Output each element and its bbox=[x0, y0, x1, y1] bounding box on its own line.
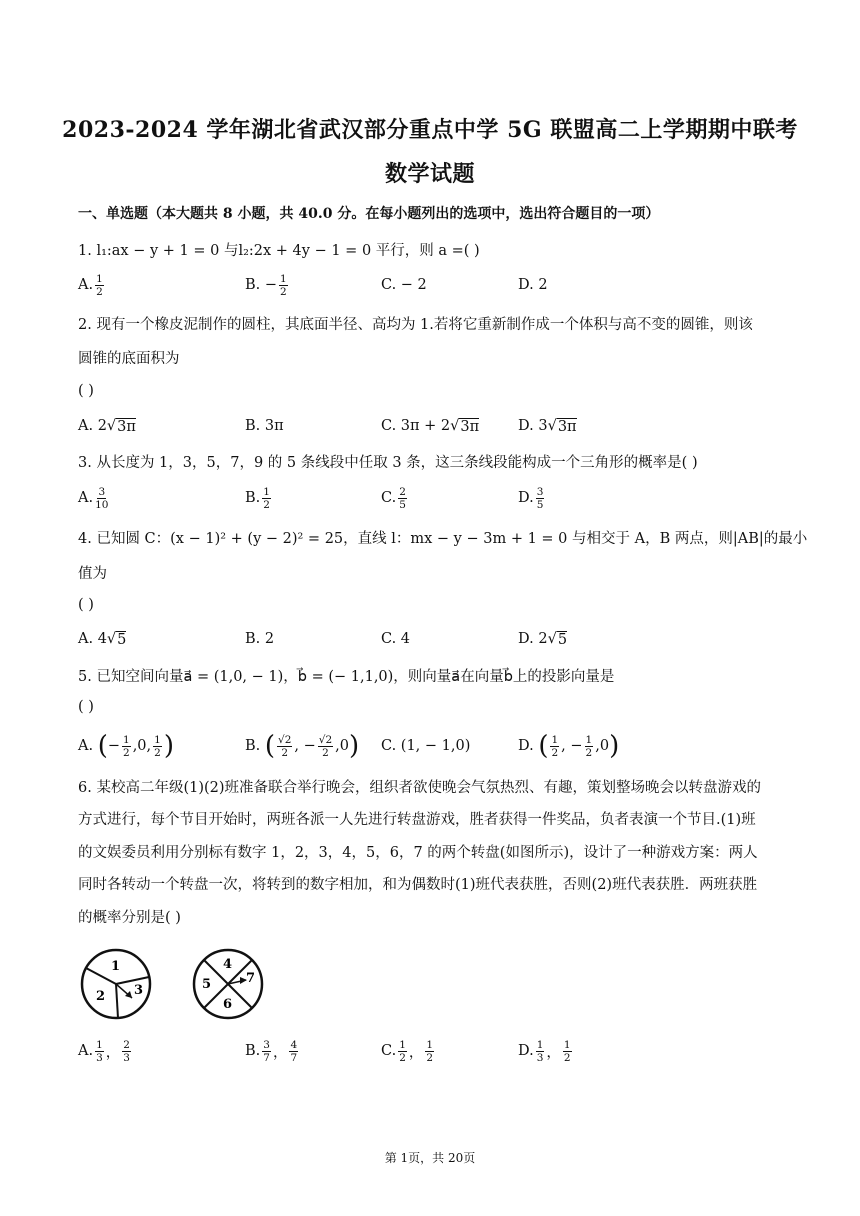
fraction: $\frac{√2}{2}$ bbox=[278, 733, 292, 759]
option-a[interactable]: A. $\frac{1}{2}$ bbox=[78, 272, 103, 298]
fraction: $\frac{1}{2}$ bbox=[585, 733, 593, 759]
fraction: $\frac{1}{2}$ bbox=[426, 1038, 434, 1064]
wheel-1-label: 3 bbox=[134, 983, 144, 998]
fraction: $\frac{1}{2}$ bbox=[263, 485, 270, 511]
question-4-stem-line2: 值为 bbox=[78, 566, 107, 582]
option-c[interactable]: C. $\frac{1}{2}$ ， $\frac{1}{2}$ bbox=[381, 1038, 434, 1064]
wheel-1-label: 1 bbox=[111, 959, 121, 974]
spinner-wheels-figure bbox=[78, 946, 278, 1026]
wheel-2-label: 4 bbox=[223, 957, 233, 972]
fraction: $\frac{1}{3}$ bbox=[536, 1038, 544, 1064]
question-6-stem-line3: 的文娱委员利用分别标有数字 1，2，3，4，5，6，7 的两个转盘(如图所示)，设计了一种游戏方案：两人 bbox=[78, 845, 758, 861]
fraction: $\frac{1}{2}$ bbox=[399, 1038, 406, 1064]
fraction: $\frac{3}{5}$ bbox=[536, 485, 544, 511]
fraction: $\frac{3}{7}$ bbox=[263, 1038, 270, 1064]
option-c[interactable]: C. − 2 bbox=[381, 277, 427, 293]
fraction: $\frac{1}{3}$ bbox=[96, 1038, 103, 1064]
fraction: $\frac{1}{2}$ bbox=[551, 733, 559, 759]
option-c[interactable]: C. 4 bbox=[381, 631, 411, 647]
fraction: $\frac{2}{3}$ bbox=[123, 1038, 130, 1064]
question-6-stem-line2: 方式进行，每个节目开始时，两班各派一人先进行转盘游戏，胜者获得一件奖品，负者表演一个节目.(1)班 bbox=[78, 812, 756, 828]
question-6-stem-line5: 的概率分别是( ) bbox=[78, 910, 181, 926]
question-3-stem: 3. 从长度为 1，3，5，7，9 的 5 条线段中任取 3 条，这三条线段能构成一个三角形的概率是( ) bbox=[78, 455, 698, 471]
option-b[interactable]: B. − $\frac{1}{2}$ bbox=[245, 272, 287, 298]
fraction: $\frac{√2}{2}$ bbox=[318, 733, 333, 759]
option-d[interactable]: D. ( $\frac{1}{2}$ , − $\frac{1}{2}$ ,0 ) bbox=[518, 731, 620, 761]
question-6-stem-line1: 6. 某校高二年级(1)(2)班准备联合举行晚会，组织者欲使晚会气氛热烈、有趣，策划整场晚会以转盘游戏的 bbox=[78, 780, 762, 796]
wheel-2 bbox=[194, 950, 262, 1018]
option-a[interactable]: A. $\frac{3}{10}$ bbox=[78, 485, 109, 511]
fraction: $\frac{1}{2}$ bbox=[123, 733, 130, 759]
fraction: $\frac{1}{2}$ bbox=[563, 1038, 571, 1064]
option-c[interactable]: C. $\frac{2}{5}$ bbox=[381, 485, 406, 511]
fraction: $\frac{1}{2}$ bbox=[280, 272, 287, 298]
question-4-blank: ( ) bbox=[78, 597, 94, 613]
fraction: $\frac{3}{10}$ bbox=[95, 485, 109, 511]
question-4-stem-line1: 4. 已知圆 C：(x − 1)² + (y − 2)² = 25，直线 l：mx − y − 3m + 1 = 0 与相交于 A，B 两点，则|AB|的最小 bbox=[78, 531, 808, 547]
option-d[interactable]: D. 2 √ 5 bbox=[518, 631, 568, 648]
fraction: $\frac{1}{2}$ bbox=[154, 733, 161, 759]
wheel-2-label: 7 bbox=[246, 971, 256, 986]
question-4-options bbox=[78, 622, 788, 656]
page-subtitle: 数学试题 bbox=[384, 161, 475, 187]
option-b[interactable]: B. 2 bbox=[245, 631, 275, 647]
fraction: $\frac{2}{5}$ bbox=[399, 485, 406, 511]
page-footer: 第 1页，共 20页 bbox=[384, 1151, 476, 1165]
option-d[interactable]: D. 3 √ 3π bbox=[518, 418, 577, 435]
question-2-blank: ( ) bbox=[78, 383, 94, 399]
option-d[interactable]: D. $\frac{3}{5}$ bbox=[518, 485, 544, 511]
question-3-options bbox=[78, 481, 788, 515]
question-1-stem: 1. l₁:ax − y + 1 = 0 与l₂:2x + 4y − 1 = 0 平行，则 a =( ) bbox=[78, 243, 480, 259]
question-5-blank: ( ) bbox=[78, 699, 94, 715]
option-d[interactable]: D. 2 bbox=[518, 277, 548, 293]
question-5-stem: 5. 已知空间向量a⃗ = (1,0, − 1)，b⃗ = (− 1,1,0)，则向量a⃗在向量b⃗上的投影向量是 bbox=[78, 669, 615, 685]
option-a[interactable]: A. ( − $\frac{1}{2}$ ,0, $\frac{1}{2}$ ) bbox=[78, 731, 174, 761]
question-2-stem-line2: 圆锥的底面积为 bbox=[78, 351, 180, 367]
question-2-options bbox=[78, 409, 788, 443]
fraction: $\frac{4}{7}$ bbox=[290, 1038, 298, 1064]
question-2-stem-line1: 2. 现有一个橡皮泥制作的圆柱，其底面半径、高均为 1.若将它重新制作成一个体积与高不变的圆锥，则该 bbox=[78, 317, 753, 333]
option-b[interactable]: B. $\frac{3}{7}$ ， $\frac{4}{7}$ bbox=[245, 1038, 298, 1064]
question-6-options bbox=[78, 1034, 788, 1068]
question-1-options bbox=[78, 268, 788, 302]
wheel-2-label: 5 bbox=[202, 977, 212, 992]
wheel-1-label: 2 bbox=[96, 989, 106, 1004]
option-b[interactable]: B. ( $\frac{√2}{2}$ , − $\frac{√2}{2}$ ,0 ) bbox=[245, 731, 360, 761]
option-a[interactable]: A. 4 √ 5 bbox=[78, 631, 127, 648]
section-heading: 一、单选题（本大题共 8 小题，共 40.0 分。在每小题列出的选项中，选出符合题目的一项） bbox=[78, 206, 660, 222]
wheel-2-label: 6 bbox=[223, 997, 233, 1012]
option-c[interactable]: C. 3π + 2 √ 3π bbox=[381, 418, 480, 435]
question-5-options bbox=[78, 729, 788, 763]
option-a[interactable]: A. 2 √ 3π bbox=[78, 418, 136, 435]
option-b[interactable]: B. $\frac{1}{2}$ bbox=[245, 485, 270, 511]
question-6-stem-line4: 同时各转动一个转盘一次，将转到的数字相加，和为偶数时(1)班代表获胜，否则(2)班代表获胜．两班获胜 bbox=[78, 877, 758, 893]
option-b[interactable]: B. 3π bbox=[245, 418, 284, 434]
option-a[interactable]: A. $\frac{1}{3}$ ， $\frac{2}{3}$ bbox=[78, 1038, 130, 1064]
fraction: $\frac{1}{2}$ bbox=[96, 272, 103, 298]
option-d[interactable]: D. $\frac{1}{3}$ ， $\frac{1}{2}$ bbox=[518, 1038, 571, 1064]
option-c[interactable]: C. (1, − 1,0) bbox=[381, 738, 471, 754]
page-title: 2023-2024 学年湖北省武汉部分重点中学 5G 联盟高二上学期期中联考 bbox=[62, 117, 798, 143]
wheel-1 bbox=[82, 950, 150, 1018]
